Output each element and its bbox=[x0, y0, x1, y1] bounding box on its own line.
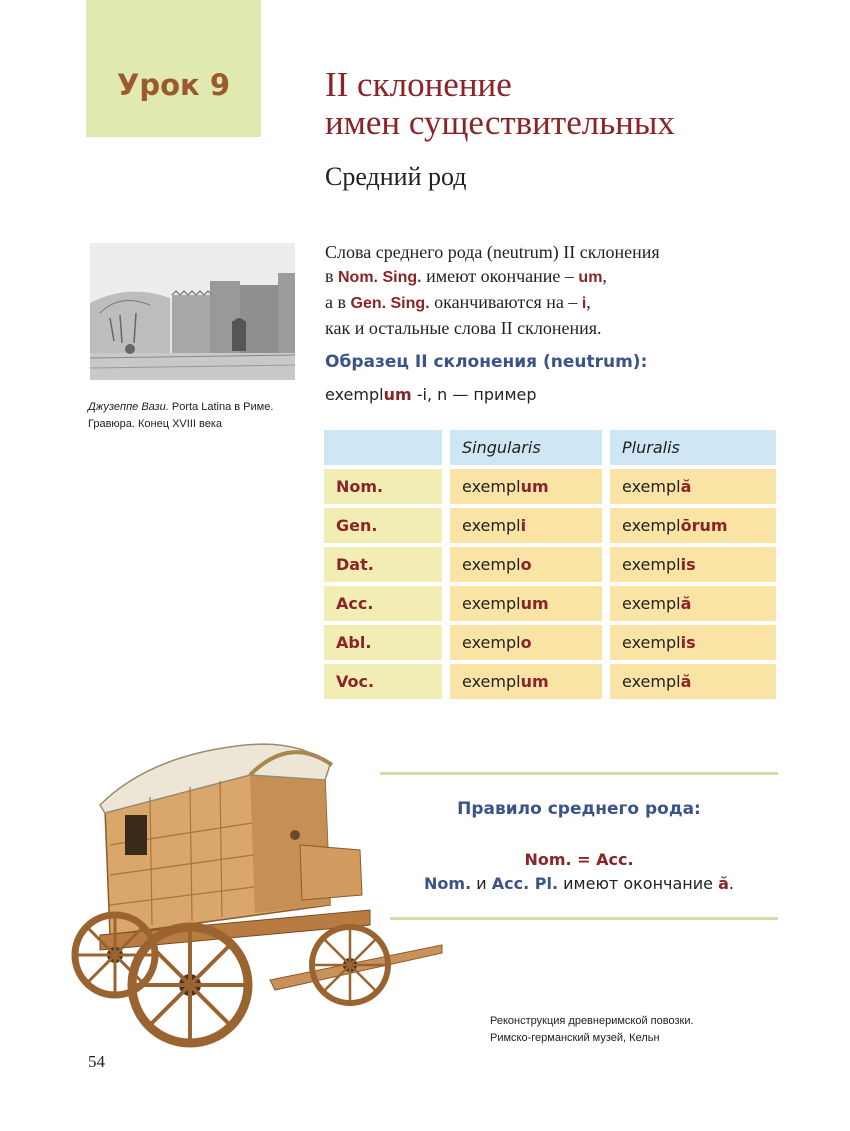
plural-form bbox=[610, 625, 776, 660]
plural-form bbox=[610, 547, 776, 582]
front-wheel bbox=[132, 927, 248, 1043]
case-label: Acc. bbox=[324, 586, 442, 621]
rule-term-acc-pl: Acc. Pl. bbox=[491, 874, 559, 893]
plural-form bbox=[610, 469, 776, 504]
word-ending: ă bbox=[680, 672, 692, 691]
intro-paragraph bbox=[325, 240, 765, 340]
ending-um: um bbox=[578, 269, 603, 286]
word-grammar: -i, n — пример bbox=[411, 385, 537, 404]
page-title bbox=[325, 66, 805, 142]
title-line-2: имен существительных bbox=[325, 103, 675, 142]
intro-text: имеют окончание – bbox=[426, 266, 574, 286]
wagon-caption-line2: Римско-германский музей, Кельн bbox=[490, 1032, 660, 1044]
word-stem: exempl bbox=[622, 672, 681, 691]
intro-text: как и остальные слова II склонения. bbox=[325, 318, 602, 338]
word-ending: ă bbox=[680, 477, 692, 496]
sample-word bbox=[325, 385, 537, 404]
rule-line-1: Nom. = Acc. bbox=[524, 850, 634, 869]
lesson-label: Урок 9 bbox=[117, 68, 230, 102]
rule-heading: Правило среднего рода: bbox=[457, 799, 701, 819]
case-label: Gen. bbox=[324, 508, 442, 543]
word-ending: ōrum bbox=[680, 516, 728, 535]
word-stem: exempl bbox=[462, 516, 521, 535]
page-subtitle: Средний род bbox=[325, 162, 467, 191]
case-label: Dat. bbox=[324, 547, 442, 582]
word-stem: exempl bbox=[462, 477, 521, 496]
word-ending: um bbox=[520, 477, 549, 496]
word-stem: exempl bbox=[622, 633, 681, 652]
singular-form bbox=[450, 664, 602, 699]
porta-latina-engraving bbox=[90, 243, 295, 380]
word-ending: i bbox=[520, 516, 527, 535]
word-stem: exempl bbox=[462, 555, 521, 574]
word-ending: um bbox=[520, 672, 549, 691]
intro-text: в bbox=[325, 266, 334, 286]
word-ending: is bbox=[680, 555, 696, 574]
singular-form bbox=[450, 469, 602, 504]
term-gen-sing: Gen. Sing. bbox=[350, 295, 430, 312]
word-stem: exempl bbox=[622, 477, 681, 496]
singular-form bbox=[450, 547, 602, 582]
case-label: Abl. bbox=[324, 625, 442, 660]
word-stem: exempl bbox=[622, 516, 681, 535]
word-stem: exempl bbox=[622, 555, 681, 574]
word-ending: um bbox=[520, 594, 549, 613]
rule-ending: ă bbox=[718, 874, 729, 893]
rule-text: имеют окончание bbox=[558, 874, 719, 893]
intro-text: а в bbox=[325, 292, 346, 312]
engraving-caption-author: Джузеппе Вази. bbox=[88, 401, 169, 413]
page-number: 54 bbox=[88, 1052, 105, 1071]
case-label: Nom. bbox=[324, 469, 442, 504]
case-label: Voc. bbox=[324, 664, 442, 699]
rule-divider-bottom bbox=[390, 917, 778, 920]
word-ending: o bbox=[520, 633, 532, 652]
engraving-caption-line2: Гравюра. Конец XVIII века bbox=[88, 418, 222, 430]
word-ending: um bbox=[383, 385, 412, 404]
table-header-corner bbox=[324, 430, 442, 465]
intro-text: оканчиваются на – bbox=[434, 292, 578, 312]
lesson-badge bbox=[86, 0, 261, 137]
roman-wagon-image bbox=[70, 735, 445, 1055]
singular-form bbox=[450, 625, 602, 660]
word-ending: o bbox=[520, 555, 532, 574]
ending-i: i bbox=[581, 295, 587, 312]
title-line-1: II склонение bbox=[325, 65, 512, 104]
plural-form bbox=[610, 664, 776, 699]
far-wheel bbox=[312, 927, 388, 1003]
word-stem: exempl bbox=[622, 594, 681, 613]
intro-text: Слова среднего рода (neutrum) II склонения bbox=[325, 242, 660, 262]
rule-text: и bbox=[471, 874, 492, 893]
word-ending: is bbox=[680, 633, 696, 652]
table-header-pluralis: Pluralis bbox=[610, 430, 776, 465]
plural-form bbox=[610, 508, 776, 543]
word-stem: exempl bbox=[462, 672, 521, 691]
declension-table bbox=[324, 430, 776, 699]
rule-term-nom: Nom. bbox=[424, 874, 472, 893]
word-stem: exempl bbox=[462, 633, 521, 652]
singular-form bbox=[450, 586, 602, 621]
word-stem: exempl bbox=[462, 594, 521, 613]
wagon-caption-line1: Реконструкция древнеримской повозки. bbox=[490, 1015, 694, 1027]
term-nom-sing: Nom. Sing. bbox=[338, 269, 422, 286]
word-ending: ă bbox=[680, 594, 692, 613]
word-stem: exempl bbox=[325, 385, 384, 404]
engraving-caption bbox=[88, 399, 303, 433]
intro-text: , bbox=[602, 266, 607, 286]
wagon-caption bbox=[490, 1013, 790, 1047]
plural-form bbox=[610, 586, 776, 621]
sample-heading: Образец II склонения (neutrum): bbox=[325, 352, 648, 372]
rule-text: . bbox=[728, 874, 734, 893]
intro-text: , bbox=[586, 292, 591, 312]
engraving-caption-title: Porta Latina в Риме. bbox=[171, 401, 274, 413]
table-header-singularis: Singularis bbox=[450, 430, 602, 465]
singular-form bbox=[450, 508, 602, 543]
